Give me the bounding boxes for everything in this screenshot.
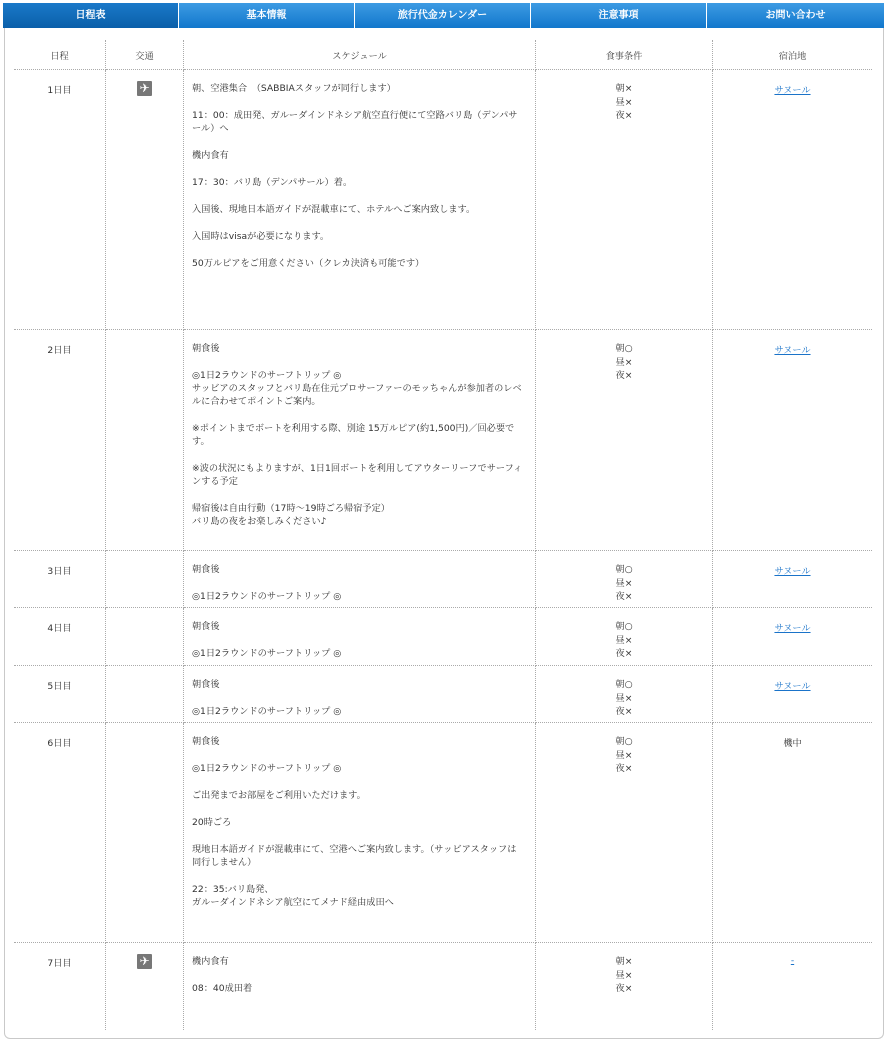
schedule-line: 11：00：成田発、ガルーダインドネシア航空直行便にて空路バリ島（デンパサール）へ [192,110,518,134]
meals-cell [536,943,713,1030]
schedule-line: ◎1日2ラウンドのサーフトリップ ◎ [192,706,342,717]
header-day: 日程 [14,40,106,70]
schedule-line: 20時ごろ [192,817,232,828]
stay-cell [713,551,873,608]
stay-cell [713,608,873,666]
day-cell [14,943,106,1030]
meal-item: 朝○ [615,736,633,747]
day-label: 4日目 [47,623,72,634]
airplane-icon: ✈ [137,81,152,96]
schedule-line: 50万ルピアをご用意ください（クレカ決済も可能です） [192,258,425,269]
table-row [14,723,872,943]
schedule-panel [4,28,884,1039]
tab-schedule[interactable]: 日程表 [3,3,179,28]
meal-item: 夜× [615,591,633,602]
header-stay: 宿泊地 [713,40,873,70]
transport-cell [106,608,184,666]
hotel-link[interactable]: サヌール [774,85,811,96]
day-label: 5日目 [47,681,72,692]
schedule-line: 17：30：バリ島（デンパサール）着。 [192,177,353,188]
airplane-icon: ✈ [137,954,152,969]
meal-item: 昼× [615,969,633,981]
schedule-cell [184,330,536,551]
hotel-link[interactable]: - [790,955,795,966]
schedule-line: 機内食有 [192,956,229,967]
stay-cell [713,723,873,943]
table-row [14,608,872,666]
table-header-row [14,40,872,70]
day-cell [14,666,106,723]
tab-basic-info[interactable]: 基本情報 [179,3,355,28]
meal-item: 昼× [615,634,633,646]
meal-item: 朝○ [615,621,633,632]
meal-item: 夜× [615,706,633,717]
meal-item: 昼× [615,356,633,368]
meal-item: 朝○ [615,564,633,575]
schedule-cell [184,70,536,330]
schedule-line: ※波の状況にもよりますが、1日1回ボートを利用してアウターリーフでサーフィンする予定 [192,463,523,487]
schedule-line: 帰宿後は自由行動（17時～19時ごろ帰宿予定） バリ島の夜をお楽しみください♪ [192,503,390,527]
transport-cell [106,551,184,608]
schedule-line: ◎1日2ラウンドのサーフトリップ ◎ [192,648,342,659]
meal-item: 夜× [615,110,633,121]
meal-item: 朝× [615,83,633,94]
schedule-line: ◎1日2ラウンドのサーフトリップ ◎ [192,591,342,602]
schedule-line: 朝食後 [192,736,220,747]
hotel-link[interactable]: サヌール [774,566,811,577]
schedule-line: ◎1日2ラウンドのサーフトリップ ◎ サッビアのスタッフとバリ島在住元プロサーファーのモッちゃんが参加者のレベルに合わせてポイントご案内。 [192,370,522,407]
meal-item: 朝× [615,956,633,967]
table-row [14,943,872,1030]
day-label: 6日目 [47,738,72,749]
schedule-cell [184,723,536,943]
schedule-line: ※ポイントまでボートを利用する際、別途 15万ルピア(約1,500円)／回必要です。 [192,423,515,447]
meals-cell [536,608,713,666]
meals-cell [536,70,713,330]
stay-cell [713,330,873,551]
schedule-cell [184,943,536,1030]
header-transport: 交通 [106,40,184,70]
schedule-line: 朝食後 [192,564,220,575]
schedule-line: 朝食後 [192,343,220,354]
tab-contact[interactable]: お問い合わせ [707,3,884,28]
transport-cell [106,943,184,1030]
schedule-line: 現地日本語ガイドが混載車にて、空港へご案内致します。（サッビアスタッフは同行しません） [192,844,517,868]
day-cell [14,70,106,330]
meals-cell [536,666,713,723]
table-row [14,666,872,723]
table-row [14,551,872,608]
schedule-line: 入国後、現地日本語ガイドが混載車にて、ホテルへご案内致します。 [192,204,476,215]
day-cell [14,723,106,943]
transport-cell [106,70,184,330]
meals-cell [536,723,713,943]
schedule-line: 朝、空港集合 （SABBIAスタッフが同行します） [192,83,396,94]
schedule-cell [184,666,536,723]
schedule-cell [184,608,536,666]
header-meals: 食事条件 [536,40,713,70]
day-cell [14,551,106,608]
meal-item: 朝○ [615,343,633,354]
transport-cell [106,330,184,551]
itinerary-table [14,40,872,1030]
meal-item: 夜× [615,763,633,774]
header-schedule: スケジュール [184,40,536,70]
meal-item: 夜× [615,370,633,381]
table-row [14,330,872,551]
stay-text: 機中 [783,738,802,749]
schedule-line: 08：40成田着 [192,983,253,994]
meals-cell [536,551,713,608]
meal-item: 朝○ [615,679,633,690]
schedule-line: ◎1日2ラウンドのサーフトリップ ◎ [192,763,342,774]
tab-bar [3,3,884,28]
schedule-line: 入国時はvisaが必要になります。 [192,231,330,242]
day-label: 1日目 [47,85,72,96]
meal-item: 昼× [615,749,633,761]
schedule-line: 22：35:バリ島発、 ガルーダインドネシア航空にてメナド経由成田へ [192,884,394,908]
day-cell [14,330,106,551]
day-label: 2日目 [47,345,72,356]
day-label: 3日目 [47,566,72,577]
schedule-cell [184,551,536,608]
hotel-link[interactable]: サヌール [774,345,811,356]
meal-item: 昼× [615,96,633,108]
hotel-link[interactable]: サヌール [774,681,811,692]
tab-price-calendar[interactable]: 旅行代金カレンダー [355,3,531,28]
tab-notes[interactable]: 注意事項 [531,3,707,28]
schedule-line: 朝食後 [192,621,220,632]
meal-item: 昼× [615,577,633,589]
schedule-line: 機内食有 [192,150,229,161]
meal-item: 昼× [615,692,633,704]
meals-cell [536,330,713,551]
meal-item: 夜× [615,648,633,659]
schedule-line: 朝食後 [192,679,220,690]
day-label: 7日目 [47,958,72,969]
stay-cell [713,70,873,330]
table-row [14,70,872,330]
transport-cell [106,666,184,723]
transport-cell [106,723,184,943]
hotel-link[interactable]: サヌール [774,623,811,634]
stay-cell [713,943,873,1030]
schedule-line: ご出発までお部屋をご利用いただけます。 [192,790,366,801]
day-cell [14,608,106,666]
stay-cell [713,666,873,723]
meal-item: 夜× [615,983,633,994]
